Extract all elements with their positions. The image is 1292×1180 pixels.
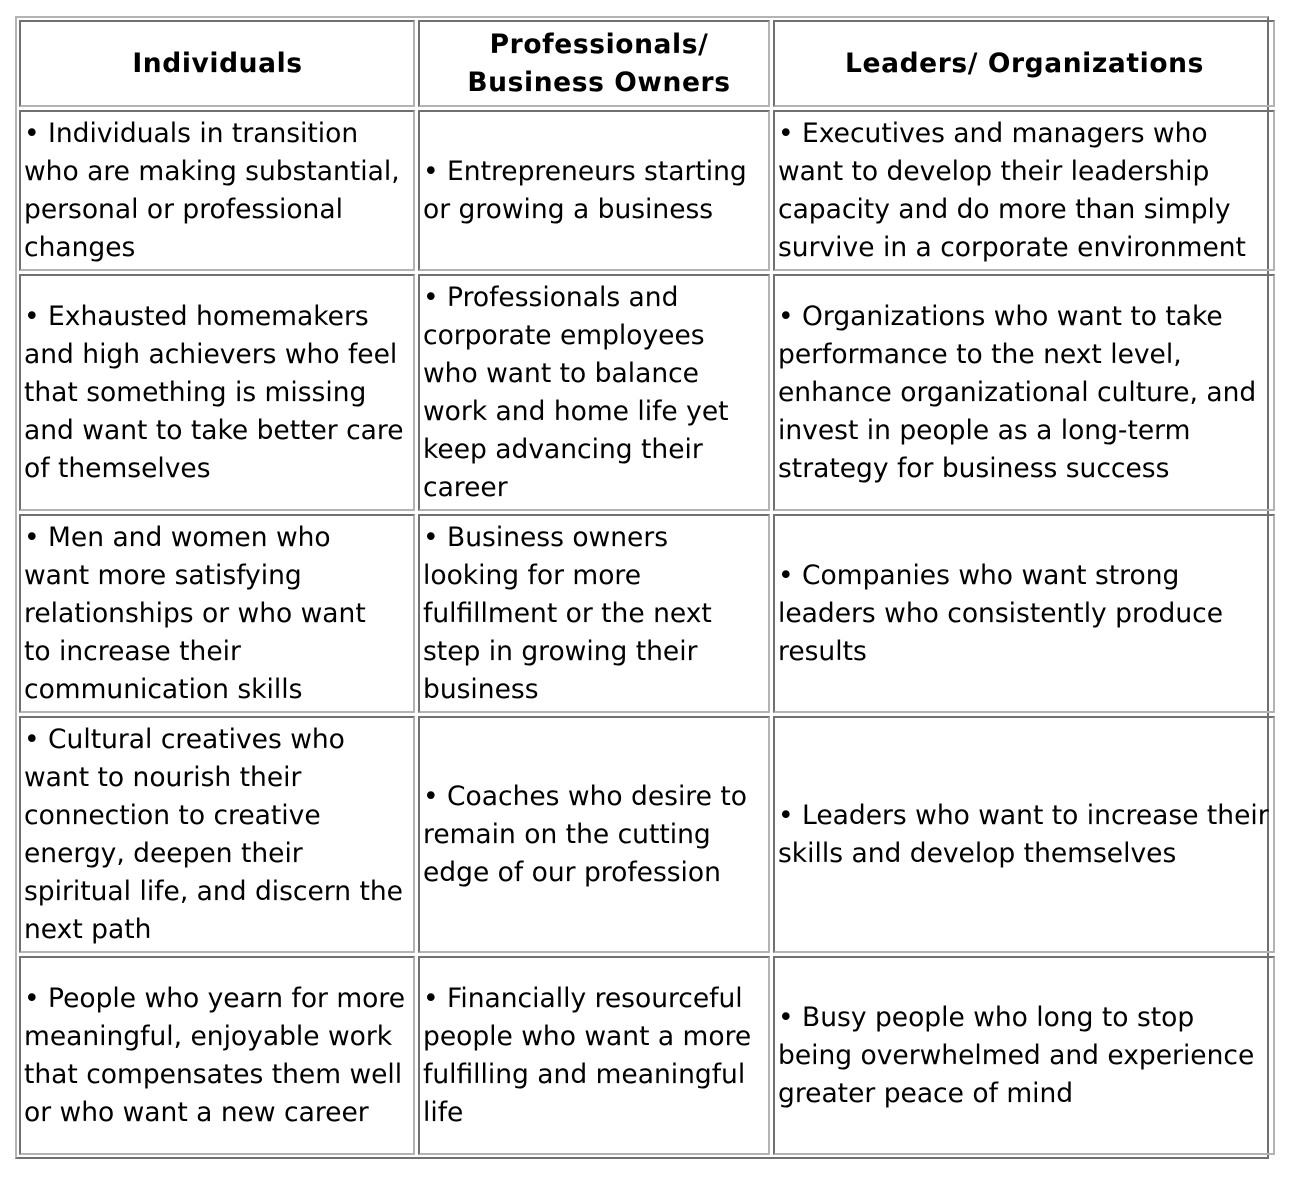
table-cell: • People who yearn for more meaningful, enjoyable work that compensates them well or who want a new career xyxy=(19,956,415,1155)
table-cell: • Organizations who want to take performance to the next level, enhance organizational culture, and invest in people as a long-term strategy for business success xyxy=(773,274,1275,511)
table-row xyxy=(19,716,1275,953)
header-individuals: Individuals xyxy=(19,20,415,107)
table-cell: • Professionals and corporate employees who want to balance work and home life yet keep advancing their career xyxy=(418,274,770,511)
table-cell: • Cultural creatives who want to nourish their connection to creative energy, deepen their spiritual life, and discern the next path xyxy=(19,716,415,953)
table-cell: • Busy people who long to stop being overwhelmed and experience greater peace of mind xyxy=(773,956,1275,1155)
table-row xyxy=(19,110,1275,271)
table-cell: • Business owners looking for more fulfillment or the next step in growing their business xyxy=(418,514,770,713)
table-cell: • Individuals in transition who are making substantial, personal or professional changes xyxy=(19,110,415,271)
table-cell: • Exhausted homemakers and high achievers who feel that something is missing and want to take better care of themselves xyxy=(19,274,415,511)
header-leaders-organizations: Leaders/ Organizations xyxy=(773,20,1275,107)
table-row xyxy=(19,956,1275,1155)
table-row xyxy=(19,274,1275,511)
table-cell: • Companies who want strong leaders who consistently produce results xyxy=(773,514,1275,713)
table-cell: • Men and women who want more satisfying relationships or who want to increase their communication skills xyxy=(19,514,415,713)
table-cell: • Coaches who desire to remain on the cutting edge of our profession xyxy=(418,716,770,953)
header-professionals-business-owners: Professionals/ Business Owners xyxy=(418,20,770,107)
audience-table xyxy=(16,17,1278,1158)
header-row xyxy=(19,20,1275,107)
table-cell: • Leaders who want to increase their skills and develop themselves xyxy=(773,716,1275,953)
table-row xyxy=(19,514,1275,713)
table-cell: • Executives and managers who want to develop their leadership capacity and do more than simply survive in a corporate environment xyxy=(773,110,1275,271)
table-cell: • Entrepreneurs starting or growing a business xyxy=(418,110,770,271)
table-cell: • Financially resourceful people who want a more fulfilling and meaningful life xyxy=(418,956,770,1155)
